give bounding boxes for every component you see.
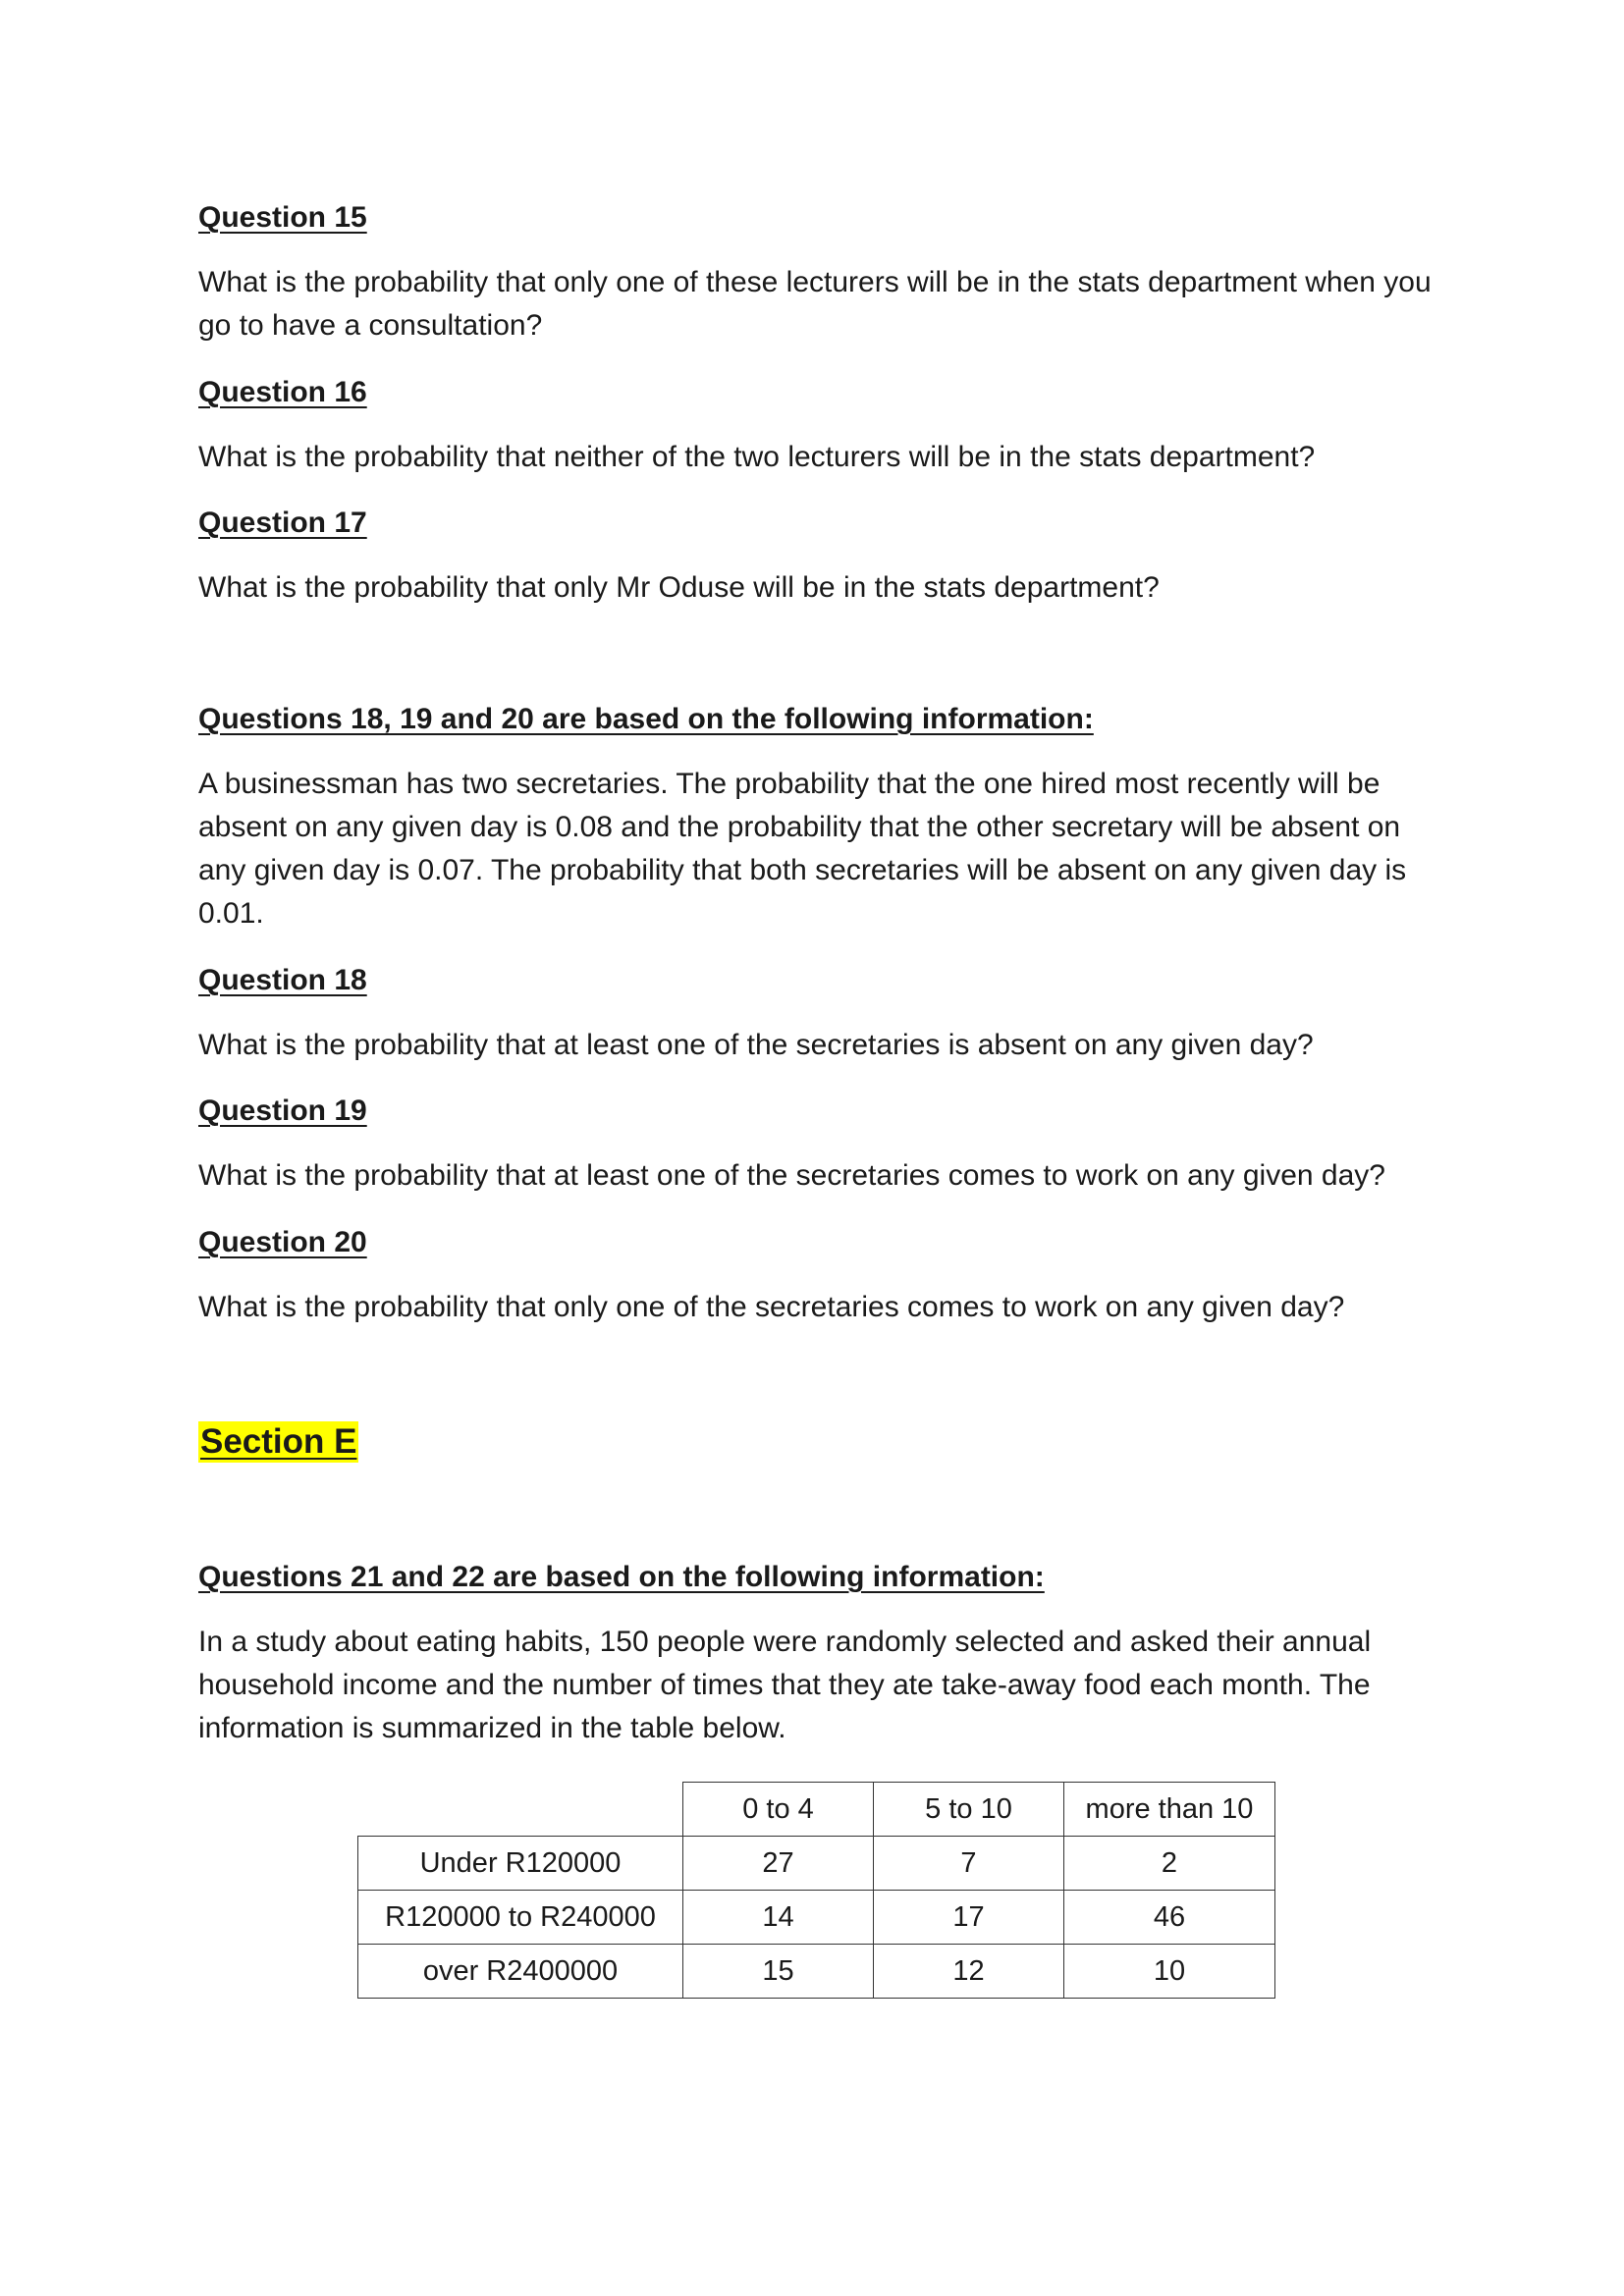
table-column-header: more than 10 bbox=[1064, 1783, 1275, 1837]
question-17-heading: Question 17 bbox=[198, 507, 367, 539]
table-row bbox=[358, 1891, 1275, 1945]
table-cell: 15 bbox=[683, 1945, 874, 1999]
question-18-text: What is the probability that at least one of the secretaries is absent on any given day? bbox=[198, 1029, 1314, 1061]
table-row-label: Under R120000 bbox=[358, 1837, 683, 1891]
question-18-heading: Question 18 bbox=[198, 964, 367, 996]
question-16-text: What is the probability that neither of the two lecturers will be in the stats department? bbox=[198, 441, 1316, 473]
table-column-header: 5 to 10 bbox=[874, 1783, 1064, 1837]
info-18-20-heading: Questions 18, 19 and 20 are based on the following information: bbox=[198, 703, 1094, 735]
question-17-text: What is the probability that only Mr Oduse will be in the stats department? bbox=[198, 571, 1160, 604]
question-19-heading: Question 19 bbox=[198, 1095, 367, 1127]
question-15-text: What is the probability that only one of these lecturers will be in the stats department when you go to have a consultation? bbox=[198, 266, 1432, 342]
table-cell: 2 bbox=[1064, 1837, 1275, 1891]
table-cell: 17 bbox=[874, 1891, 1064, 1945]
table-cell: 10 bbox=[1064, 1945, 1275, 1999]
question-16-heading: Question 16 bbox=[198, 376, 367, 408]
question-19-text: What is the probability that at least one of the secretaries comes to work on any given day? bbox=[198, 1159, 1385, 1192]
question-15-heading: Question 15 bbox=[198, 201, 367, 234]
section-e-title: Section E bbox=[200, 1422, 357, 1461]
table-row-label: over R2400000 bbox=[358, 1945, 683, 1999]
question-20-heading: Question 20 bbox=[198, 1226, 367, 1258]
table-row-label: R120000 to R240000 bbox=[358, 1891, 683, 1945]
info-21-22-heading: Questions 21 and 22 are based on the following information: bbox=[198, 1561, 1045, 1593]
info-21-22-text: In a study about eating habits, 150 people were randomly selected and asked their annual household income and the number of times that they ate take-away food each month. The information is summarized in the table below. bbox=[198, 1626, 1372, 1744]
table-cell: 12 bbox=[874, 1945, 1064, 1999]
table-header-row bbox=[358, 1783, 1275, 1837]
table-corner-cell bbox=[358, 1783, 683, 1837]
table-cell: 46 bbox=[1064, 1891, 1275, 1945]
table-cell: 7 bbox=[874, 1837, 1064, 1891]
table-cell: 14 bbox=[683, 1891, 874, 1945]
table-row bbox=[358, 1837, 1275, 1891]
info-18-20-text: A businessman has two secretaries. The probability that the one hired most recently will be absent on any given day is 0.08 and the probability that the other secretary will be absent on any given day is 0.07. The probability that both secretaries will be absent on any given day is 0.01. bbox=[198, 768, 1407, 930]
table-row bbox=[358, 1945, 1275, 1999]
table-cell: 27 bbox=[683, 1837, 874, 1891]
income-takeaway-table bbox=[357, 1782, 1275, 1999]
table-column-header: 0 to 4 bbox=[683, 1783, 874, 1837]
question-20-text: What is the probability that only one of the secretaries comes to work on any given day? bbox=[198, 1291, 1345, 1323]
